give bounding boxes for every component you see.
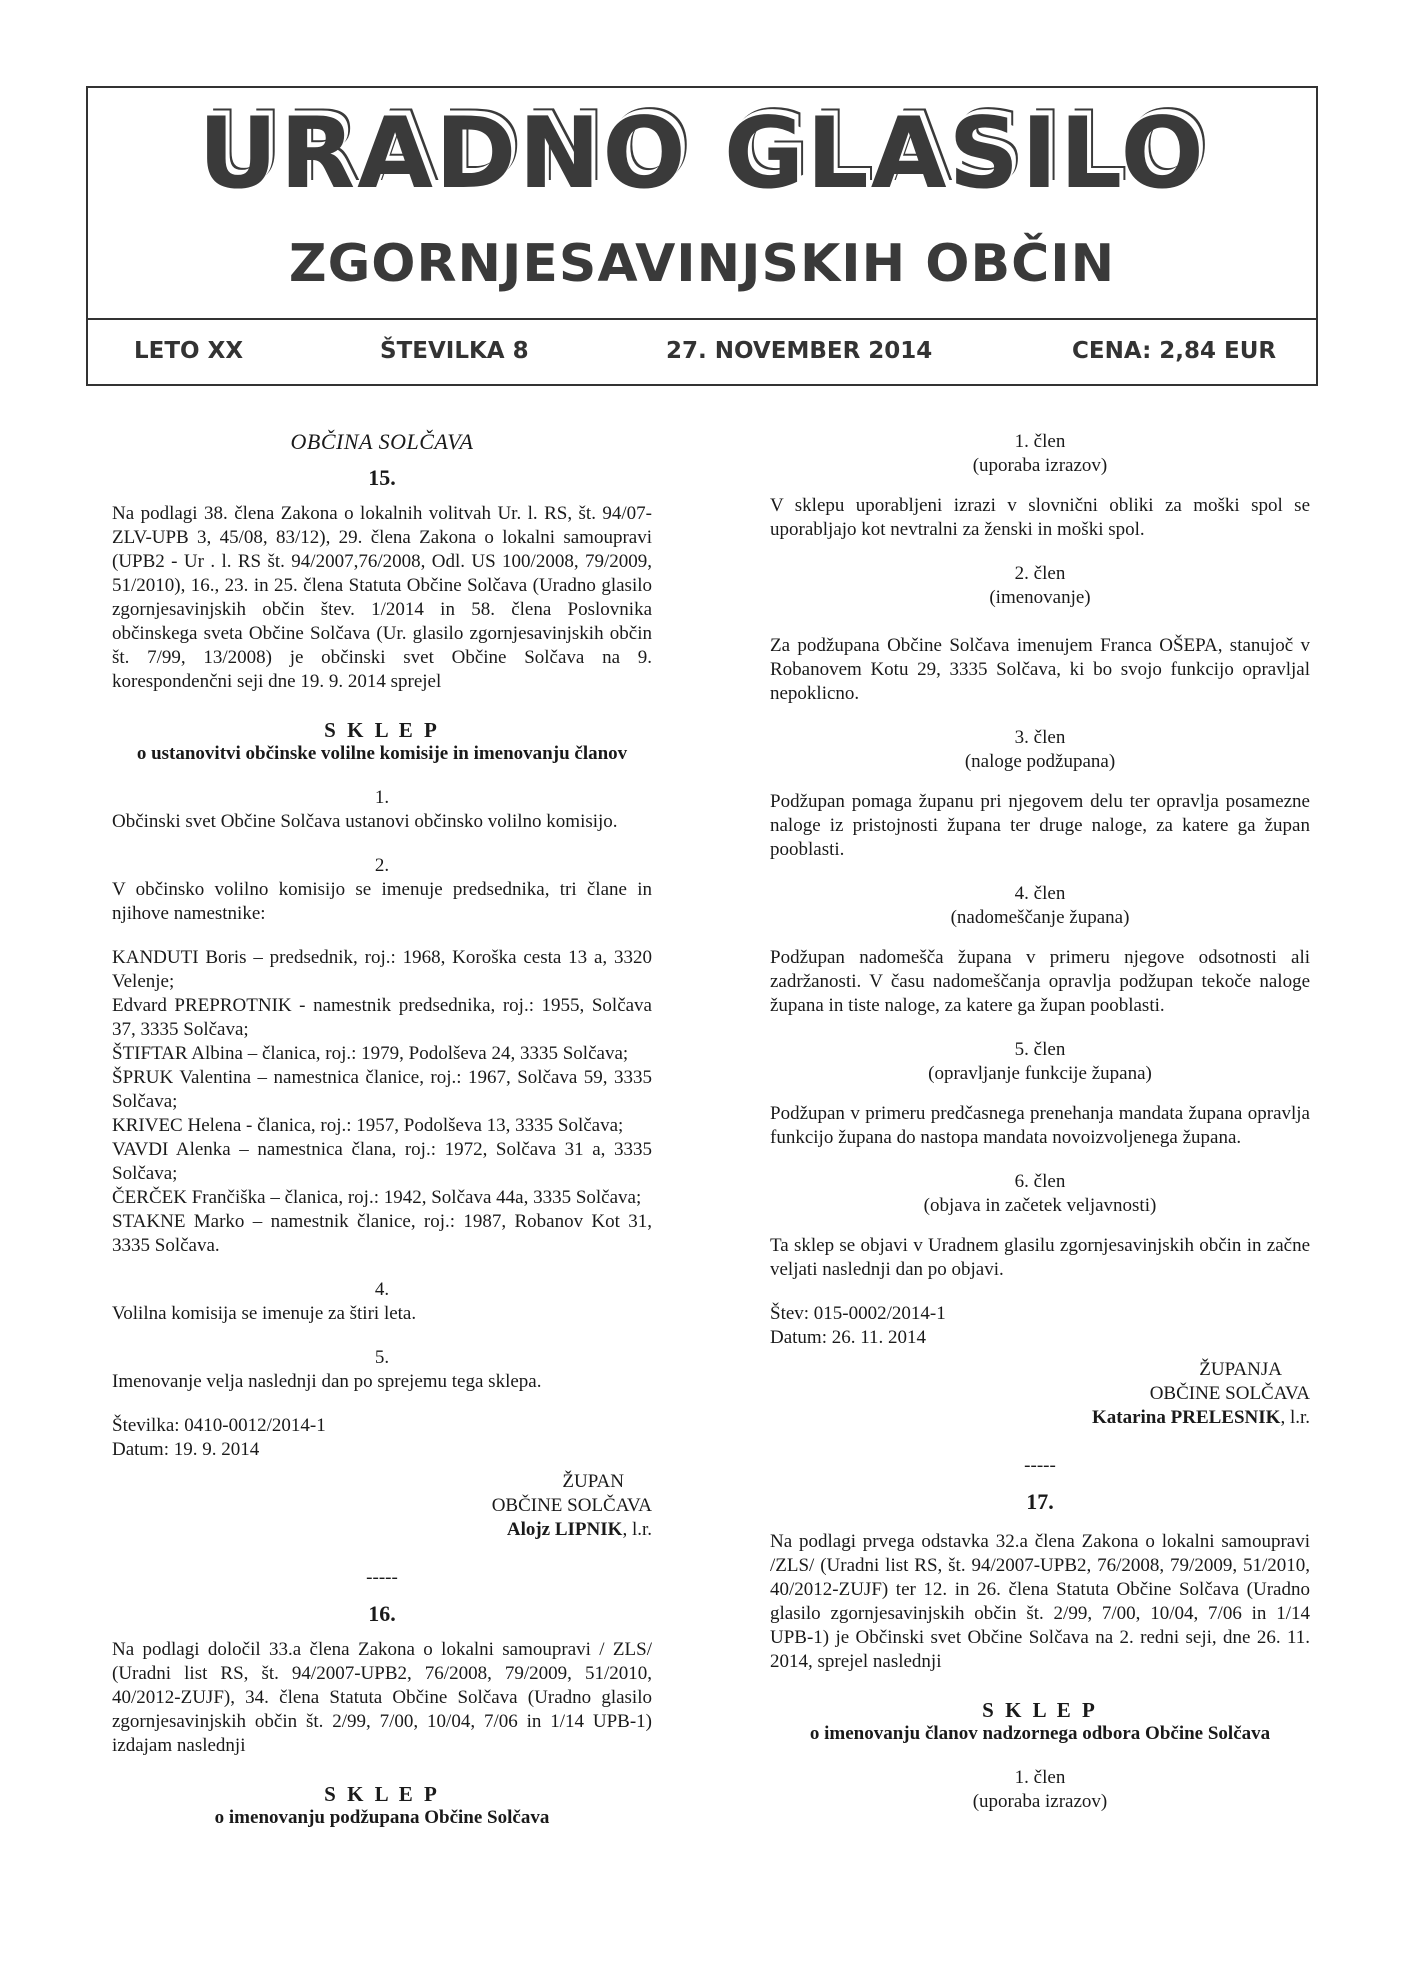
article-2-text: Za podžupana Občine Solčava imenujem Franca OŠEPA, stanujoč v Robanovem Kotu 29, 3335 Solčava, ki bo svojo funkcijo opravljal nepoklicno. — [770, 635, 1310, 704]
d15-reference: Številka: 0410-0012/2014-1 — [112, 1415, 326, 1436]
article-3-number: 3. člen — [1014, 727, 1066, 748]
d15-article-4-number: 4. — [374, 1279, 390, 1300]
d16-signature-municipality: OBČINE SOLČAVA — [1149, 1383, 1310, 1404]
signatory-name: Katarina PRELESNIK — [1091, 1407, 1281, 1428]
member-list — [112, 946, 652, 1258]
article-5-title: (opravljanje funkcije župana) — [928, 1063, 1152, 1084]
d17-sklep-title: o imenovanju članov nadzornega odbora Občine Solčava — [809, 1723, 1271, 1744]
d16-signature-role: ŽUPANJA — [1199, 1359, 1282, 1380]
signatory-name: Alojz LIPNIK — [506, 1519, 623, 1540]
article-3-text: Podžupan pomaga županu pri njegovem delu ter opravlja posamezne naloge iz pristojnosti župana ter druge naloge, za katere ga župan pooblasti. — [770, 791, 1310, 860]
separator: ----- — [366, 1567, 398, 1588]
d17-intro: Na podlagi prvega odstavka 32.a člena Zakona o lokalni samoupravi /ZLS/ (Uradni list RS, št. 94/2007-UPB2, 76/2008, 79/2009, 51/2010, 40/2012-ZUJF) ter 12. in 26. člena Statuta Občine Solčava (Uradno glasilo zgornjesavinjskih občin št. 2/99, 7/00, 10/04, 7/06 in 1/14 UPB-1) je Občinski svet Občine Solčava na 2. redni seji, dne 26. 11. 2014, sprejel naslednji — [770, 1531, 1310, 1672]
article-6-text: Ta sklep se objavi v Uradnem glasilu zgornjesavinjskih občin in začne veljati naslednji dan po objavi. — [770, 1235, 1310, 1280]
d15-intro: Na podlagi 38. člena Zakona o lokalnih volitvah Ur. l. RS, št. 94/07-ZLV-UPB 3, 45/08, 83/12), 29. člena Zakona o lokalni samoupravi (UPB2 - Ur . l. RS št. 94/2007,76/2008, Odl. US 100/2008, 79/2009, 51/2010), 16., 23. in 25. člena Statuta Občine Solčava (Uradno glasilo zgornjesavinjskih občin štev. 1/2014 in 58. člena Poslovnika občinskega sveta Občine Solčava (Ur. glasilo zgornjesavinjskih občin št. 7/99, 13/2008) je občinski svet Občine Solčava na 9. korespondenčni seji dne 19. 9. 2014 sprejel — [112, 503, 652, 692]
publication-title: URADNO GLASILO — [198, 97, 1206, 211]
d15-signature-role: ŽUPAN — [562, 1471, 624, 1492]
publication-subtitle: ZGORNJESAVINJSKIH OBČIN — [288, 234, 1116, 294]
d16-intro: Na podlagi določil 33.a člena Zakona o lokalni samoupravi / ZLS/ (Uradni list RS, št. 94/2007-UPB2, 76/2008, 79/2009, 51/2010, 40/2012-ZUJF), 34. člena Statuta Občine Solčava (Uradno glasilo zgornjesavinjskih občin št. 2/99, 7/00, 10/04, 7/06 in 1/14 UPB-1) izdajam naslednji — [112, 1639, 652, 1756]
d15-date: Datum: 19. 9. 2014 — [112, 1439, 260, 1460]
list-item: KANDUTI Boris – predsednik, roj.: 1968, Koroška cesta 13 a, 3320 Velenje; — [112, 947, 652, 992]
d15-article-1-number: 1. — [374, 787, 390, 808]
signatory-suffix: , l.r. — [622, 1519, 652, 1540]
d15-article-5-text: Imenovanje velja naslednji dan po sprejemu tega sklepa. — [112, 1371, 542, 1392]
masthead — [86, 86, 1318, 386]
article-1-text: V sklepu uporabljeni izrazi v slovnični obliki za moški spol se uporabljajo kot nevtralni za ženski in moški spol. — [770, 495, 1310, 540]
list-item: KRIVEC Helena - članica, roj.: 1957, Podolševa 13, 3335 Solčava; — [112, 1115, 624, 1136]
date-label: 27. NOVEMBER 2014 — [666, 338, 933, 364]
list-item: STAKNE Marko – namestnik članice, roj.: 1987, Robanov Kot 31, 3335 Solčava. — [112, 1211, 652, 1256]
article-3-title: (naloge podžupana) — [964, 751, 1116, 772]
article-1-title: (uporaba izrazov) — [972, 455, 1108, 476]
list-item: Edvard PREPROTNIK - namestnik predsednika, roj.: 1955, Solčava 37, 3335 Solčava; — [112, 995, 652, 1040]
price-label: CENA: 2,84 EUR — [1072, 338, 1277, 364]
document-number-16: 16. — [368, 1601, 396, 1626]
d16-signature — [770, 1406, 1310, 1430]
article-5-number: 5. člen — [1014, 1039, 1066, 1060]
masthead-divider — [88, 318, 1316, 320]
d15-sklep: S K L E P — [324, 718, 440, 742]
list-item: VAVDI Alenka – namestnica člana, roj.: 1972, Solčava 31 a, 3335 Solčava; — [112, 1139, 652, 1184]
d17-article-1-title: (uporaba izrazov) — [972, 1791, 1108, 1812]
issue-label: ŠTEVILKA 8 — [380, 338, 529, 364]
d15-article-2-number: 2. — [374, 855, 390, 876]
article-2-title: (imenovanje) — [989, 587, 1091, 608]
d17-sklep: S K L E P — [982, 1698, 1098, 1722]
article-1-number: 1. člen — [1014, 431, 1066, 452]
d15-article-5-number: 5. — [374, 1347, 390, 1368]
municipality-heading: OBČINA SOLČAVA — [290, 429, 474, 454]
article-2-number: 2. člen — [1014, 563, 1066, 584]
d15-sklep-title: o ustanovitvi občinske volilne komisije in imenovanju članov — [136, 743, 628, 764]
d15-article-4-text: Volilna komisija se imenuje za štiri leta. — [112, 1303, 417, 1324]
list-item: ŠPRUK Valentina – namestnica članice, roj.: 1967, Solčava 59, 3335 Solčava; — [112, 1067, 652, 1112]
list-item: ŠTIFTAR Albina – članica, roj.: 1979, Podolševa 24, 3335 Solčava; — [112, 1043, 629, 1064]
d16-reference: Štev: 015-0002/2014-1 — [770, 1303, 946, 1324]
separator: ----- — [1024, 1455, 1056, 1476]
d15-article-1-text: Občinski svet Občine Solčava ustanovi občinsko volilno komisijo. — [112, 811, 618, 832]
signatory-suffix: , l.r. — [1280, 1407, 1310, 1428]
d15-signature — [112, 1518, 652, 1542]
d16-sklep-title: o imenovanju podžupana Občine Solčava — [214, 1807, 550, 1828]
article-6-title: (objava in začetek veljavnosti) — [923, 1195, 1157, 1216]
d15-article-2-text: V občinsko volilno komisijo se imenuje predsednika, tri člane in njihove namestnike: — [112, 879, 652, 924]
article-4-number: 4. člen — [1014, 883, 1066, 904]
document-number-17: 17. — [1026, 1489, 1054, 1514]
article-6-number: 6. člen — [1014, 1171, 1066, 1192]
d16-sklep: S K L E P — [324, 1782, 440, 1806]
left-column — [112, 430, 652, 1830]
list-item: ČERČEK Frančiška – članica, roj.: 1942, Solčava 44a, 3335 Solčava; — [112, 1187, 642, 1208]
d15-signature-municipality: OBČINE SOLČAVA — [491, 1495, 652, 1516]
article-5-text: Podžupan v primeru predčasnega prenehanja mandata župana opravlja funkcijo župana do nastopa mandata novoizvoljenega župana. — [770, 1103, 1310, 1148]
d17-article-1-number: 1. člen — [1014, 1767, 1066, 1788]
year-label: LETO XX — [134, 338, 244, 364]
d16-date: Datum: 26. 11. 2014 — [770, 1327, 927, 1348]
right-column — [770, 430, 1310, 1814]
article-4-title: (nadomeščanje župana) — [950, 907, 1130, 928]
article-4-text: Podžupan nadomešča župana v primeru njegove odsotnosti ali zadržanosti. V času nadomeščanja opravlja podžupan tekoče naloge župana in tiste naloge, za katere ga župan pooblasti. — [770, 947, 1310, 1016]
document-number-15: 15. — [368, 465, 396, 490]
